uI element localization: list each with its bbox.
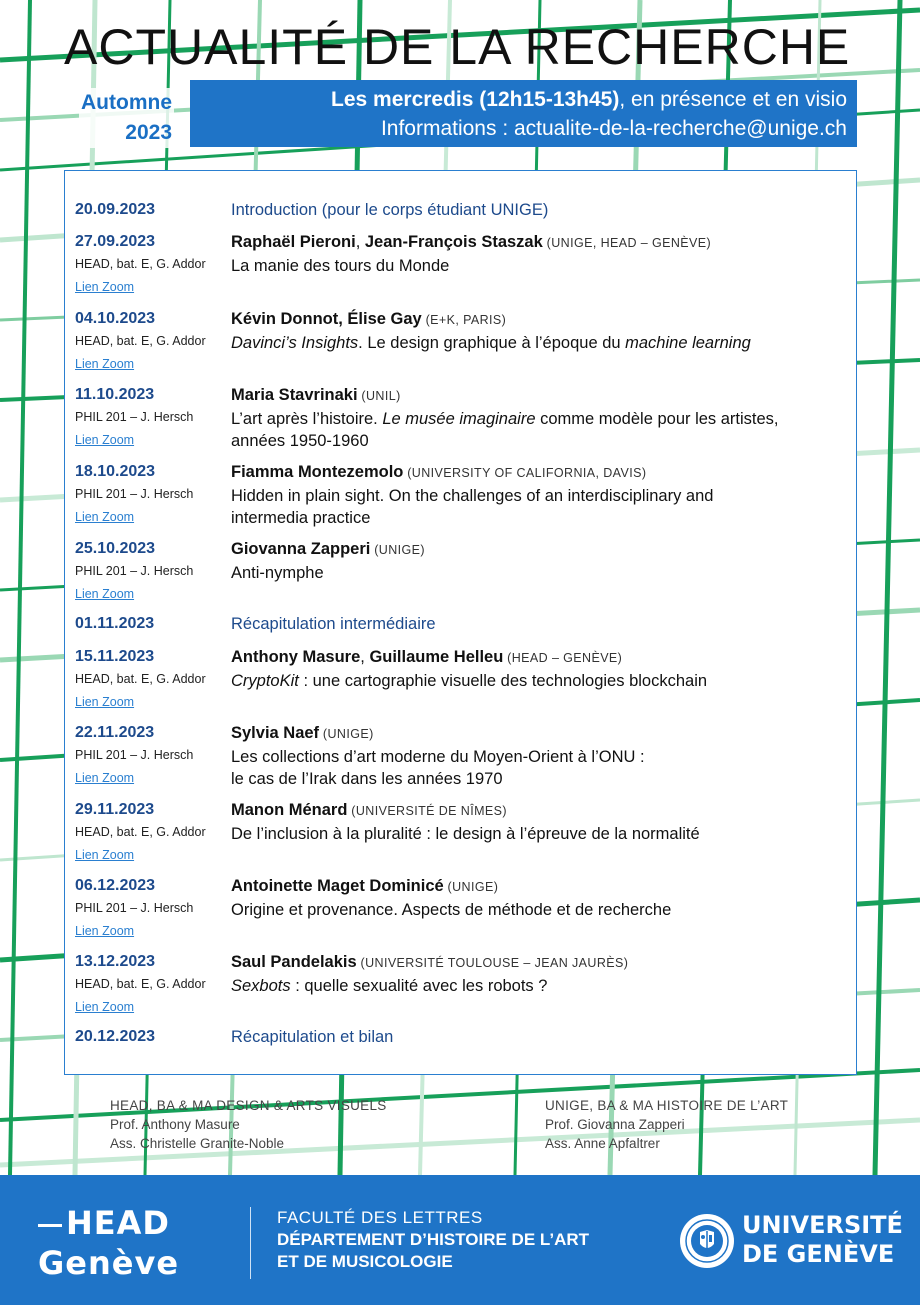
session-location: HEAD, bat. E, G. Addor: [75, 334, 206, 348]
session-info: [231, 646, 707, 692]
session-location: HEAD, bat. E, G. Addor: [75, 257, 206, 271]
session-date: 13.12.2023: [75, 953, 156, 970]
session-info: [231, 951, 628, 997]
session-date: 29.11.2023: [75, 801, 155, 818]
contact-info: Informations : actualite-de-la-recherche@unige.ch: [380, 117, 847, 140]
program-panel: [64, 170, 857, 1075]
speaker-affiliation: (UNIVERSITÉ TOULOUSE – JEAN JAURÈS): [356, 956, 629, 970]
session-date: 11.10.2023: [75, 386, 155, 403]
session-date: 20.12.2023: [75, 1028, 156, 1045]
speaker-affiliation: (UNIVERSITY OF CALIFORNIA, DAVIS): [403, 466, 647, 480]
session-title: [231, 975, 628, 998]
season-label: [79, 88, 174, 148]
session-location: PHIL 201 – J. Hersch: [75, 410, 194, 424]
faculty-block: [277, 1207, 589, 1273]
session-date: 27.09.2023: [75, 233, 156, 250]
speaker-separator: ,: [360, 648, 370, 666]
session-info: [231, 875, 671, 921]
zoom-link[interactable]: Lien Zoom: [75, 510, 135, 524]
title-text: . Le design graphique à l’époque du: [358, 333, 626, 352]
title-italic: Davinci’s Insights: [231, 333, 359, 352]
speaker-affiliation: (HEAD – GENÈVE): [503, 651, 623, 665]
zoom-link[interactable]: Lien Zoom: [75, 1000, 135, 1014]
zoom-link[interactable]: Lien Zoom: [75, 695, 135, 709]
credits-unige: [545, 1096, 788, 1153]
session-title: Anti-nymphe: [231, 563, 324, 582]
speaker-name: Fiamma Montezemolo: [231, 463, 404, 481]
session-title: De l’inclusion à la pluralité : le design à l’épreuve de la normalité: [231, 824, 700, 843]
dash-icon: [38, 1224, 62, 1227]
session-date: 06.12.2023: [75, 877, 156, 894]
title-italic: Sexbots: [231, 976, 291, 995]
session-location: PHIL 201 – J. Hersch: [75, 487, 194, 501]
university-line2: DE GENÈVE: [742, 1240, 895, 1268]
speaker-name: Jean-François Staszak: [364, 233, 543, 251]
session-info: [231, 538, 425, 584]
assistant-name: Ass. Christelle Granite-Noble: [110, 1136, 285, 1151]
page-title: ACTUALITÉ DE LA RECHERCHE: [64, 19, 851, 75]
title-text: : quelle sexualité avec les robots ?: [290, 976, 548, 995]
footer-divider: [250, 1207, 251, 1279]
session-date: 01.11.2023: [75, 615, 155, 632]
speaker-affiliation: (UNIGE): [443, 880, 499, 894]
faculty-name: FACULTÉ DES LETTRES: [277, 1208, 483, 1227]
speaker-name: Raphaël Pieroni: [231, 233, 356, 251]
schedule-banner: [190, 80, 857, 147]
session-info: [231, 722, 645, 791]
title-italic: Le musée imaginaire: [382, 409, 536, 428]
zoom-link[interactable]: Lien Zoom: [75, 771, 135, 785]
head-logo-line2: Genève: [38, 1244, 180, 1282]
speaker-name: Maria Stavrinaki: [231, 386, 358, 404]
speaker-affiliation: (UNIGE, HEAD – GENÈVE): [542, 236, 712, 250]
session-date: 20.09.2023: [75, 201, 156, 218]
session-title-line2: intermedia practice: [231, 509, 371, 527]
speaker-name: Anthony Masure: [231, 648, 361, 666]
title-italic: CryptoKit: [231, 671, 299, 690]
session-date: 15.11.2023: [75, 648, 155, 665]
program-name: UNIGE, BA & MA HISTOIRE DE L’ART: [545, 1098, 789, 1113]
season-year: 2023: [125, 121, 172, 144]
session-title: [231, 408, 779, 431]
unige-logo-text: [742, 1211, 903, 1269]
session-title: [231, 332, 751, 355]
schedule-mode: , en présence et en visio: [619, 88, 847, 111]
session-info: [231, 461, 713, 530]
zoom-link[interactable]: Lien Zoom: [75, 280, 135, 294]
speaker-affiliation: (UNIGE): [319, 727, 374, 741]
session-title: Les collections d’art moderne du Moyen-Orient à l’ONU :: [231, 747, 645, 766]
session-title: Origine et provenance. Aspects de méthode et de recherche: [231, 900, 672, 919]
credits-head: [110, 1096, 387, 1153]
session-title: [231, 670, 707, 693]
speaker-name: Saul Pandelakis: [231, 953, 357, 971]
session-date: 22.11.2023: [75, 724, 155, 741]
session-title-line2: années 1950-1960: [231, 432, 369, 450]
speaker-name: Guillaume Helleu: [369, 648, 504, 666]
unige-seal-icon: [678, 1212, 736, 1270]
footer-bar: [0, 1175, 920, 1305]
speaker-affiliation: (UNIGE): [370, 543, 425, 557]
session-location: PHIL 201 – J. Hersch: [75, 901, 194, 915]
title-italic: machine learning: [625, 333, 751, 352]
zoom-link[interactable]: Lien Zoom: [75, 848, 135, 862]
department-name-line2: ET DE MUSICOLOGIE: [277, 1252, 453, 1271]
speaker-affiliation: (E+K, PARIS): [421, 313, 507, 327]
professor-name: Prof. Giovanna Zapperi: [545, 1117, 685, 1132]
session-info: [231, 799, 700, 845]
title-text: L’art après l’histoire.: [231, 409, 383, 428]
session-title: Récapitulation intermédiaire: [231, 615, 436, 633]
professor-name: Prof. Anthony Masure: [110, 1117, 240, 1132]
session-title: Hidden in plain sight. On the challenges of an interdisciplinary and: [231, 486, 714, 505]
program-name: HEAD, BA & MA DESIGN & ARTS VISUELS: [110, 1098, 387, 1113]
zoom-link[interactable]: Lien Zoom: [75, 357, 135, 371]
zoom-link[interactable]: Lien Zoom: [75, 587, 135, 601]
speaker-affiliation: (UNIL): [357, 389, 401, 403]
session-info: [231, 308, 751, 354]
session-date: 18.10.2023: [75, 463, 156, 480]
session-date: 04.10.2023: [75, 310, 156, 327]
head-logo-line1: HEAD: [66, 1204, 170, 1242]
session-title: Introduction (pour le corps étudiant UNIGE): [231, 201, 549, 219]
session-location: HEAD, bat. E, G. Addor: [75, 672, 206, 686]
department-name: DÉPARTEMENT D’HISTOIRE DE L’ART: [277, 1230, 590, 1249]
speaker-name: Manon Ménard: [231, 801, 348, 819]
schedule-time: Les mercredis (12h15-13h45): [331, 88, 620, 111]
session-info: [231, 384, 779, 453]
session-location: HEAD, bat. E, G. Addor: [75, 977, 206, 991]
title-text: : une cartographie visuelle des technologies blockchain: [298, 671, 708, 690]
speaker-name: Antoinette Maget Dominicé: [231, 877, 444, 895]
title-text: comme modèle pour les artistes,: [535, 409, 779, 428]
zoom-link[interactable]: Lien Zoom: [75, 924, 135, 938]
speaker-name: Giovanna Zapperi: [231, 540, 371, 558]
session-location: PHIL 201 – J. Hersch: [75, 564, 194, 578]
session-title-line2: le cas de l’Irak dans les années 1970: [231, 770, 503, 788]
season-name: Automne: [81, 91, 172, 114]
speaker-affiliation: (UNIVERSITÉ DE NÎMES): [347, 804, 507, 818]
speaker-name: Sylvia Naef: [231, 724, 320, 742]
university-line1: UNIVERSITÉ: [742, 1211, 903, 1239]
session-title: La manie des tours du Monde: [231, 256, 450, 275]
session-location: HEAD, bat. E, G. Addor: [75, 825, 206, 839]
session-info: [231, 231, 711, 277]
speaker-separator: ,: [355, 233, 365, 251]
assistant-name: Ass. Anne Apfaltrer: [545, 1136, 660, 1151]
session-location: PHIL 201 – J. Hersch: [75, 748, 194, 762]
zoom-link[interactable]: Lien Zoom: [75, 433, 135, 447]
session-date: 25.10.2023: [75, 540, 156, 557]
session-title: Récapitulation et bilan: [231, 1028, 394, 1046]
head-logo: [38, 1203, 179, 1283]
speaker-name: Kévin Donnot, Élise Gay: [231, 310, 422, 328]
